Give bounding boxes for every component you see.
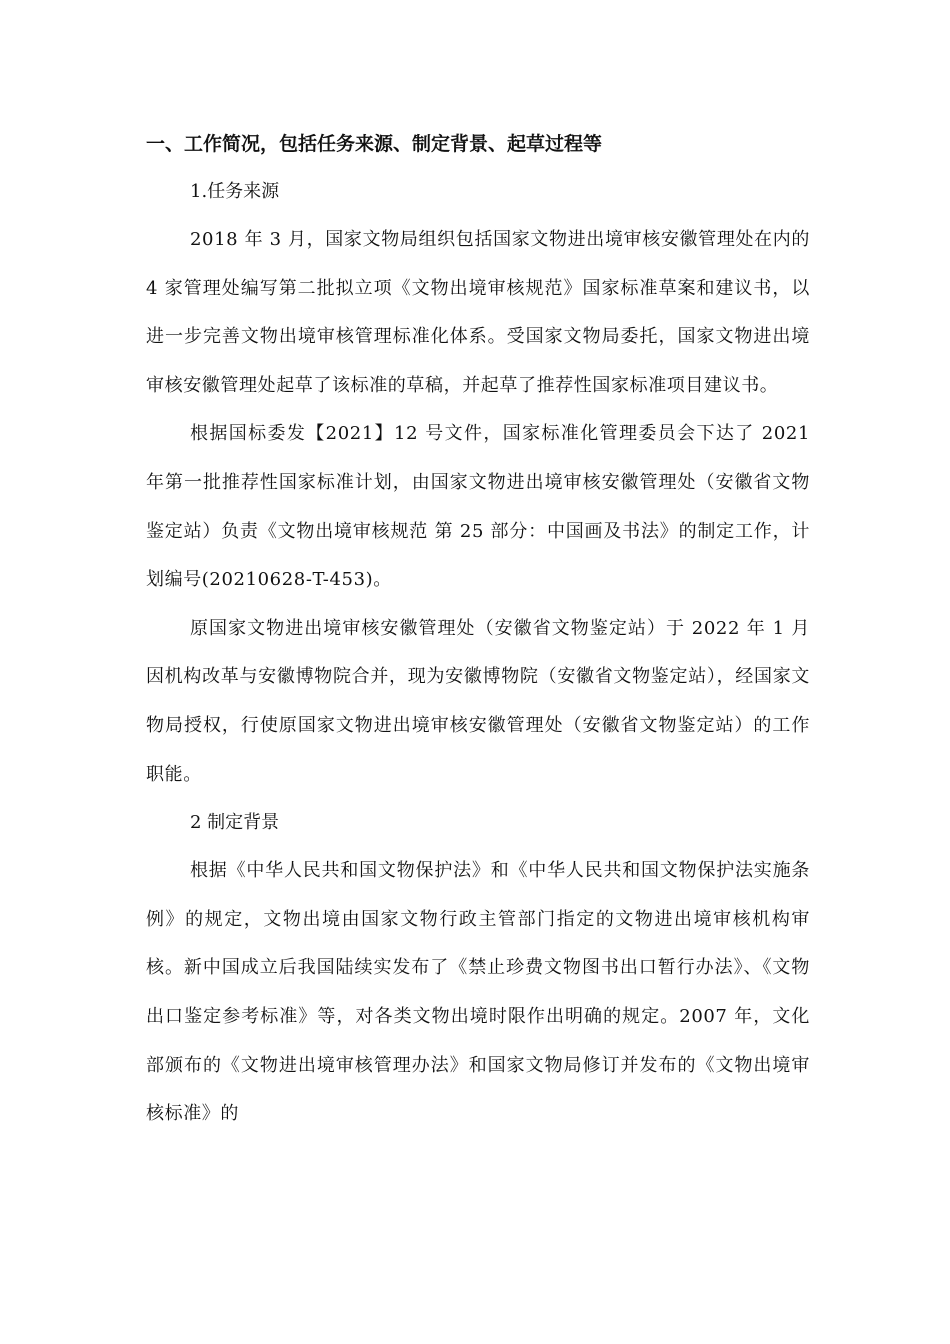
- section1-title: 1.任务来源: [190, 181, 280, 202]
- paragraph-task-source-2: 根据国标委发【2021】12 号文件，国家标准化管理委员会下达了 2021 年第一批推荐性国家标准计划，由国家文物进出境审核安徽管理处（安徽省文物鉴定站）负责《文物出境审核规范 第 25 部分：中国画及书法》的制定工作，计划编号(20210628-T-453)。: [146, 423, 810, 591]
- paragraph-task-source-1: 2018 年 3 月，国家文物局组织包括国家文物进出境审核安徽管理处在内的 4 家管理处编写第二批拟立项《文物出境审核规范》国家标准草案和建议书，以进一步完善文物出境审核管理标准化体系。受国家文物局委托，国家文物进出境审核安徽管理处起草了该标准的草稿，并起草了推荐性国家标准项目建议书。: [146, 229, 810, 396]
- section2-title: 2 制定背景: [190, 812, 280, 834]
- section-heading: 一、工作简况，包括任务来源、制定背景、起草过程等: [146, 133, 603, 155]
- paragraph-task-source-3: 原国家文物进出境审核安徽管理处（安徽省文物鉴定站）于 2022 年 1 月因机构改革与安徽博物院合并，现为安徽博物院（安徽省文物鉴定站），经国家文物局授权，行使原国家文物进出境审核安徽管理处（安徽省文物鉴定站）的工作职能。: [146, 617, 810, 785]
- paragraph-background-1: 根据《中华人民共和国文物保护法》和《中华人民共和国文物保护法实施条例》的规定，文物出境由国家文物行政主管部门指定的文物进出境审核机构审核。新中国成立后我国陆续实发布了《禁止珍费文物图书出口暂行办法》、《文物出口鉴定参考标准》等，对各类文物出境时限作出明确的规定。2007 年，文化部颁布的《文物进出境审核管理办法》和国家文物局修订并发布的《文物出境审核标准》的: [146, 860, 810, 1125]
- document-page: [146, 120, 810, 1139]
